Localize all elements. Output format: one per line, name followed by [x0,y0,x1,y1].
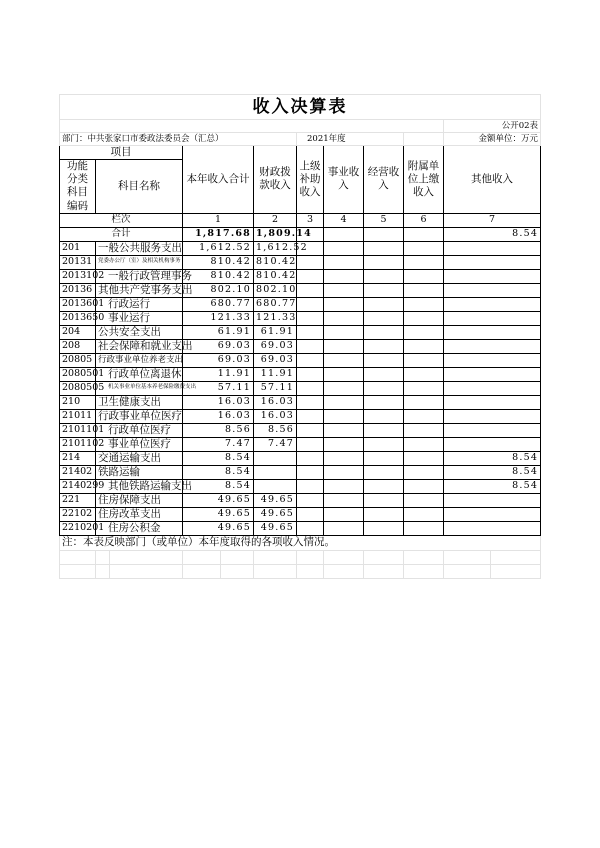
table-row [60,381,541,395]
row-c7 [444,269,541,283]
table-row [60,507,541,521]
row-c7 [444,409,541,423]
row-c1: 810.42 [183,269,254,283]
col-number-1: 1 [183,213,254,227]
row-code: 22102 [60,507,96,521]
department-label: 部门：中共张家口市委政法委员会（汇总） [60,133,297,146]
lanci-label: 栏次 [60,213,183,227]
row-c2: 16.03 [254,395,297,409]
row-c1: 69.03 [183,353,254,367]
row-c1: 49.65 [183,507,254,521]
row-name: 事业单位医疗 [96,437,183,451]
row-code: 2080501 [60,367,96,381]
row-c1: 11.91 [183,367,254,381]
row-c2: 16.03 [254,409,297,423]
table-row [60,423,541,437]
row-c2: 810.42 [254,269,297,283]
footnote: 注：本表反映部门（或单位）本年度取得的各项收入情况。 [60,535,541,550]
row-c1: 61.91 [183,325,254,339]
col-number-4: 4 [324,213,364,227]
row-name: 事业运行 [96,311,183,325]
row-c1: 1,612.52 [183,241,254,255]
row-code: 201 [60,241,96,255]
row-name: 行政运行 [96,297,183,311]
row-name: 住房保障支出 [96,493,183,507]
row-c2: 680.77 [254,297,297,311]
total-c1: 1,817.68 [183,227,254,241]
row-code: 2140299 [60,479,96,493]
row-c2: 61.91 [254,325,297,339]
table-row [60,451,541,465]
table-row [60,465,541,479]
col-number-2: 2 [254,213,297,227]
row-name: 交通运输支出 [96,451,183,465]
header-other-income: 其他收入 [444,146,541,214]
col-number-3: 3 [297,213,324,227]
row-code: 221 [60,493,96,507]
row-code: 2013102 [60,269,96,283]
row-code: 21402 [60,465,96,479]
row-c7 [444,395,541,409]
table-row [60,437,541,451]
row-c7 [444,493,541,507]
fiscal-year: 2021年度 [297,133,404,146]
row-c7 [444,423,541,437]
row-c1: 49.65 [183,521,254,535]
row-c7 [444,353,541,367]
row-c2: 121.33 [254,311,297,325]
row-c1: 810.42 [183,255,254,269]
row-c1: 8.54 [183,451,254,465]
row-code: 204 [60,325,96,339]
row-name: 行政事业单位养老支出 [96,353,183,367]
row-name: 行政单位医疗 [96,423,183,437]
row-name: 行政单位离退休 [96,367,183,381]
table-row [60,339,541,353]
row-c7 [444,381,541,395]
row-code: 21011 [60,409,96,423]
total-c2: 1,809.14 [254,227,297,241]
table-row [60,493,541,507]
row-c7 [444,367,541,381]
header-project: 项目 [60,146,183,160]
row-c2: 7.47 [254,437,297,451]
row-name: 一般公共服务支出 [96,241,183,255]
table-row [60,297,541,311]
table-row [60,241,541,255]
row-code: 210 [60,395,96,409]
header-subject-name: 科目名称 [96,160,183,214]
header-affiliated-unit-income: 附属单位上缴收入 [404,146,444,214]
table-row [60,269,541,283]
row-c1: 7.47 [183,437,254,451]
col-number-5: 5 [364,213,404,227]
row-c7 [444,507,541,521]
row-c1: 69.03 [183,339,254,353]
row-c1: 802.10 [183,283,254,297]
row-c2 [254,465,297,479]
table-row [60,409,541,423]
row-name: 住房改革支出 [96,507,183,521]
row-c2: 49.65 [254,507,297,521]
header-function-code: 功能分类科目编码 [60,160,96,214]
row-c2: 802.10 [254,283,297,297]
row-c2: 57.11 [254,381,297,395]
row-c7: 8.54 [444,451,541,465]
row-code: 2013650 [60,311,96,325]
table-row [60,395,541,409]
col-number-6: 6 [404,213,444,227]
row-name: 卫生健康支出 [96,395,183,409]
row-c1: 49.65 [183,493,254,507]
row-c2: 8.56 [254,423,297,437]
row-code: 2101101 [60,423,96,437]
row-code: 214 [60,451,96,465]
row-name: 党委办公厅（室）及相关机构事务 [96,255,183,269]
header-business-income: 事业收入 [324,146,364,214]
table-row [60,521,541,535]
row-name: 铁路运输 [96,465,183,479]
header-operating-income: 经营收入 [364,146,404,214]
row-c1: 8.54 [183,479,254,493]
row-c2 [254,479,297,493]
row-c7 [444,241,541,255]
table-number: 公开02表 [444,120,541,133]
income-final-accounts-sheet [59,94,540,579]
row-c1: 8.56 [183,423,254,437]
table-row [60,325,541,339]
row-c2: 69.03 [254,339,297,353]
page-title: 收入决算表 [60,95,541,120]
total-row [60,227,541,241]
row-c7 [444,521,541,535]
header-fiscal-appropriation: 财政拨款收入 [254,146,297,214]
header-total-income: 本年收入合计 [183,146,254,214]
row-c1: 16.03 [183,409,254,423]
row-c7 [444,325,541,339]
row-name: 住房公积金 [96,521,183,535]
table-row [60,255,541,269]
row-code: 20136 [60,283,96,297]
row-name: 其他共产党事务支出 [96,283,183,297]
row-code: 2013601 [60,297,96,311]
row-c2: 69.03 [254,353,297,367]
row-c1: 121.33 [183,311,254,325]
table-row [60,283,541,297]
row-c7 [444,283,541,297]
row-code: 208 [60,339,96,353]
row-c7: 8.54 [444,465,541,479]
row-code: 20805 [60,353,96,367]
row-c1: 680.77 [183,297,254,311]
row-c2: 11.91 [254,367,297,381]
row-name: 一般行政管理事务 [96,269,183,283]
row-name: 其他铁路运输支出 [96,479,183,493]
row-c2 [254,451,297,465]
row-code: 2101102 [60,437,96,451]
row-code: 2210201 [60,521,96,535]
row-code: 2080505 [60,381,96,395]
row-name: 机关事业单位基本养老保险缴费支出 [96,381,183,395]
row-c7: 8.54 [444,479,541,493]
row-c1: 8.54 [183,465,254,479]
amount-unit: 金额单位：万元 [444,133,541,146]
total-c7: 8.54 [444,227,541,241]
total-label: 合计 [60,227,183,241]
row-c7 [444,311,541,325]
row-name: 社会保障和就业支出 [96,339,183,353]
row-code: 20131 [60,255,96,269]
row-c2: 810.42 [254,255,297,269]
row-c7 [444,255,541,269]
row-c2: 49.65 [254,521,297,535]
table-row [60,311,541,325]
row-c7 [444,339,541,353]
row-c1: 16.03 [183,395,254,409]
row-c7 [444,297,541,311]
header-superior-subsidy: 上级补助收入 [297,146,324,214]
row-name: 公共安全支出 [96,325,183,339]
row-c2: 1,612.52 [254,241,297,255]
row-name: 行政事业单位医疗 [96,409,183,423]
table-row [60,479,541,493]
table-row [60,367,541,381]
row-c7 [444,437,541,451]
col-number-7: 7 [444,213,541,227]
income-table [59,94,541,579]
table-row [60,353,541,367]
row-c1: 57.11 [183,381,254,395]
row-c2: 49.65 [254,493,297,507]
